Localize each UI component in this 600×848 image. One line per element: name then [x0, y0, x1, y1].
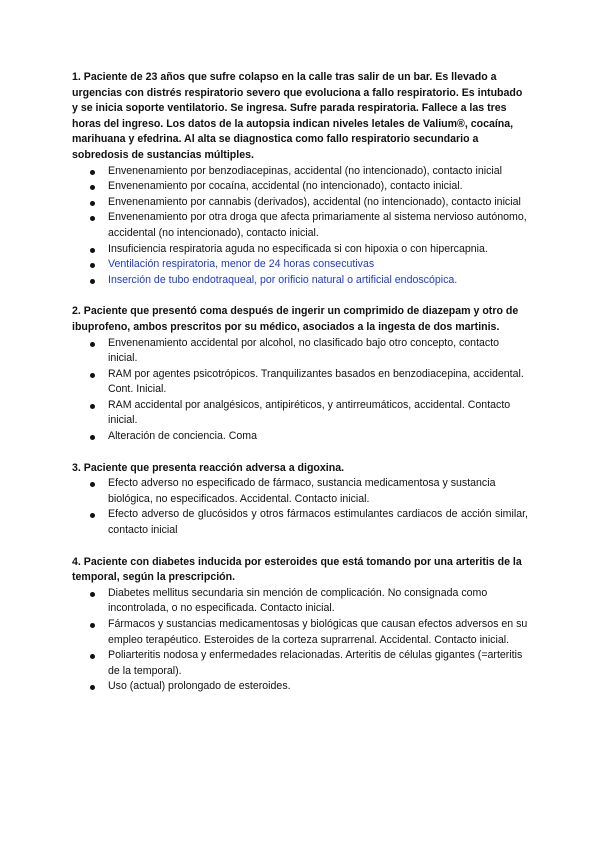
list-item: Envenenamiento accidental por alcohol, no clasificado bajo otro concepto, contacto inicial. — [72, 336, 528, 367]
list-item: Envenenamiento por cocaína, accidental (no intencionado), contacto inicial. — [72, 179, 528, 195]
list-item: Envenenamiento por cannabis (derivados), accidental (no intencionado), contacto inicial — [72, 195, 528, 211]
diagnosis-list — [72, 586, 528, 695]
diagnosis-list — [72, 336, 528, 445]
diagnosis-list — [72, 476, 528, 538]
list-item: Envenenamiento por otra droga que afecta primariamente al sistema nervioso autónomo, accidental (no intencionado), contacto inicial. — [72, 210, 528, 241]
list-item: RAM por agentes psicotrópicos. Tranquilizantes basados en benzodiacepina, accidental. Cont. Inicial. — [72, 367, 528, 398]
list-item: Envenenamiento por benzodiacepinas, accidental (no intencionado), contacto inicial — [72, 164, 528, 180]
case-title: 4. Paciente con diabetes inducida por esteroides que está tomando por una arteritis de la temporal, según la prescripción. — [72, 555, 522, 584]
list-item-procedure: Inserción de tubo endotraqueal, por orificio natural o artificial endoscópica. — [72, 273, 528, 289]
list-item: Diabetes mellitus secundaria sin mención de complicación. No consignada como incontrolada, o no especificada. Contacto inicial. — [72, 586, 528, 617]
case-1 — [72, 70, 528, 288]
list-item: Fármacos y sustancias medicamentosas y biológicas que causan efectos adversos en su empleo terapéutico. Esteroides de la corteza suprarrenal. Accidental. Contacto inicial. — [72, 617, 528, 648]
list-item: Alteración de conciencia. Coma — [72, 429, 528, 445]
case-title: 2. Paciente que presentó coma después de ingerir un comprimido de diazepam y otro de ibuprofeno, ambos prescritos por su médico, asociados a la ingesta de dos martinis. — [72, 305, 519, 333]
diagnosis-list — [72, 164, 528, 289]
list-item: Poliarteritis nodosa y enfermedades relacionadas. Arteritis de células gigantes (=arteritis de la temporal). — [72, 648, 528, 679]
case-4 — [72, 555, 528, 695]
list-item: Efecto adverso no especificado de fármaco, sustancia medicamentosa y sustancia biológica, no especificados. Accidental. Contacto inicial. — [72, 476, 528, 507]
case-2 — [72, 304, 528, 444]
case-title: 1. Paciente de 23 años que sufre colapso en la calle tras salir de un bar. Es llevado a urgencias con distrés respiratorio severo que evoluciona a fallo respiratorio. Es intubado y se inicia soporte ventilatorio. Se ingresa. Sufre parada respiratoria. Fallece a las tres horas del ingreso. Los datos de la autopsia indican niveles letales de Valium®, cocaína, marihuana y efedrina. Al alta se diagnostica como fallo respiratorio secundario a sobredosis de sustancias múltiples. — [72, 71, 523, 161]
case-title: 3. Paciente que presenta reacción adversa a digoxina. — [72, 461, 345, 474]
list-item-procedure: Ventilación respiratoria, menor de 24 horas consecutivas — [72, 257, 528, 273]
list-item: Insuficiencia respiratoria aguda no especificada si con hipoxia o con hipercapnia. — [72, 242, 528, 258]
list-item: RAM accidental por analgésicos, antipiréticos, y antirreumáticos, accidental. Contacto inicial. — [72, 398, 528, 429]
list-item: Efecto adverso de glucósidos y otros fármacos estimulantes cardiacos de acción similar, contacto inicial — [72, 507, 528, 538]
document-content — [72, 70, 528, 695]
list-item: Uso (actual) prolongado de esteroides. — [72, 679, 528, 695]
case-3 — [72, 461, 528, 539]
